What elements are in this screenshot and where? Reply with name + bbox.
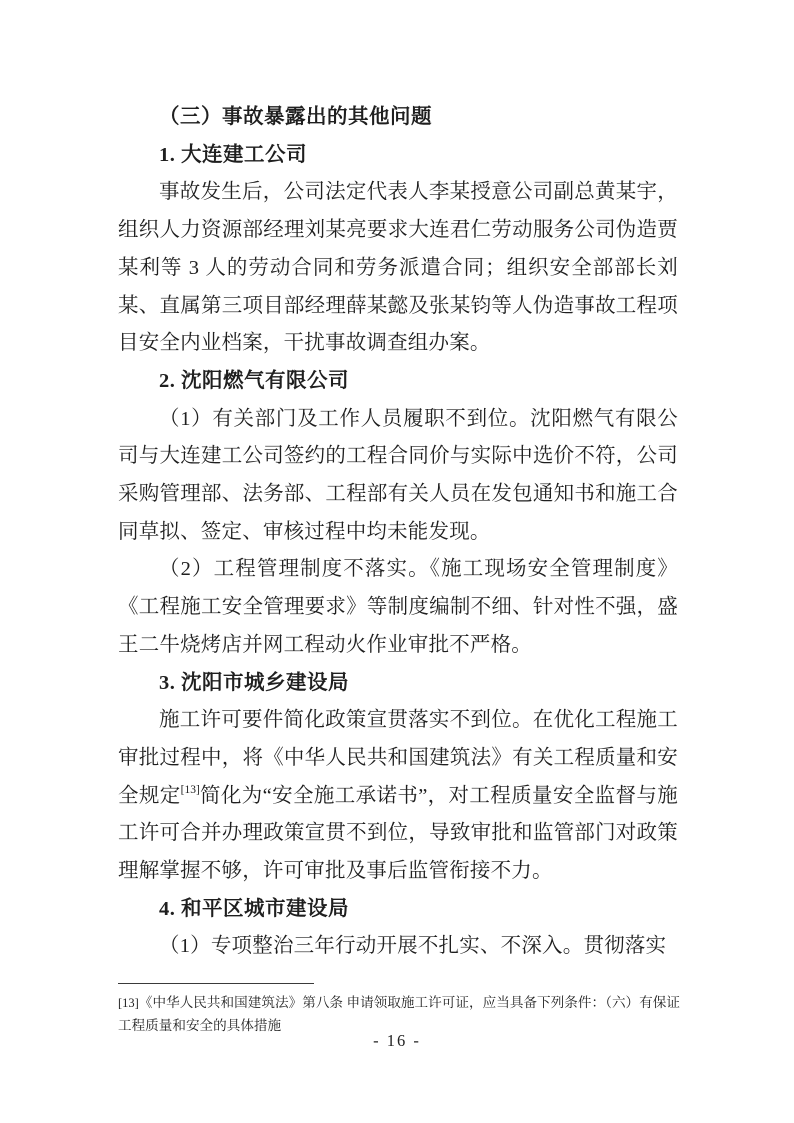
paragraph-section3 <box>118 702 678 891</box>
subsection-heading-4: 4. 和平区城市建设局 <box>159 897 349 920</box>
section-heading: （三）事故暴露出的其他问题 <box>159 106 432 128</box>
subsection-heading-2: 2. 沈阳燃气有限公司 <box>159 369 349 392</box>
footnote-divider <box>118 983 314 984</box>
footnote-area <box>118 983 680 1036</box>
paragraph-section3-text-post: 简化为“安全施工承诺书”，对工程质量安全监督与施工许可合并办理政策宣贯不到位，导致审批和监管部门对政策理解掌握不够，许可审批及事后监管衔接不力。 <box>118 784 678 883</box>
paragraph-section4-item1: （1）专项整治三年行动开展不扎实、不深入。贯彻落实 <box>159 935 667 958</box>
document-body <box>118 99 678 966</box>
footnote-reference-13: [13] <box>180 783 200 796</box>
paragraph-section2-item2: （2）工程管理制度不落实。《施工现场安全管理制度》《工程施工安全管理要求》等制度编制不细、针对性不强，盛王二牛烧烤店并网工程动火作业审批不严格。 <box>118 558 678 656</box>
subsection-heading-1: 1. 大连建工公司 <box>159 143 307 166</box>
footnote <box>118 992 680 1036</box>
paragraph-section3-text-pre: 施工许可要件简化政策宣贯落实不到位。在优化工程施工审批过程中，将《中华人民共和国建筑法》有关工程质量和安全规定 <box>118 709 678 807</box>
paragraph-section1: 事故发生后，公司法定代表人李某授意公司副总黄某宇，组织人力资源部经理刘某亮要求大连君仁劳动服务公司伪造贾某利等 3 人的劳动合同和劳务派遣合同；组织安全部部长刘某、直属第三项目部经理薛某懿及张某钧等人伪造事故工程项目安全内业档案，干扰事故调查组办案。 <box>118 181 678 355</box>
page-number: - 16 - <box>373 1031 421 1050</box>
footnote-marker: [13] <box>118 996 139 1010</box>
subsection-heading-3: 3. 沈阳市城乡建设局 <box>159 671 349 694</box>
footnote-text: 《中华人民共和国建筑法》第八条 申请领取施工许可证，应当具备下列条件：（六）有保证工程质量和安全的具体措施 <box>118 995 680 1033</box>
paragraph-section2-item1: （1）有关部门及工作人员履职不到位。沈阳燃气有限公司与大连建工公司签约的工程合同价与实际中选价不符，公司采购管理部、法务部、工程部有关人员在发包通知书和施工合同草拟、签定、审核过程中均未能发现。 <box>118 407 678 543</box>
